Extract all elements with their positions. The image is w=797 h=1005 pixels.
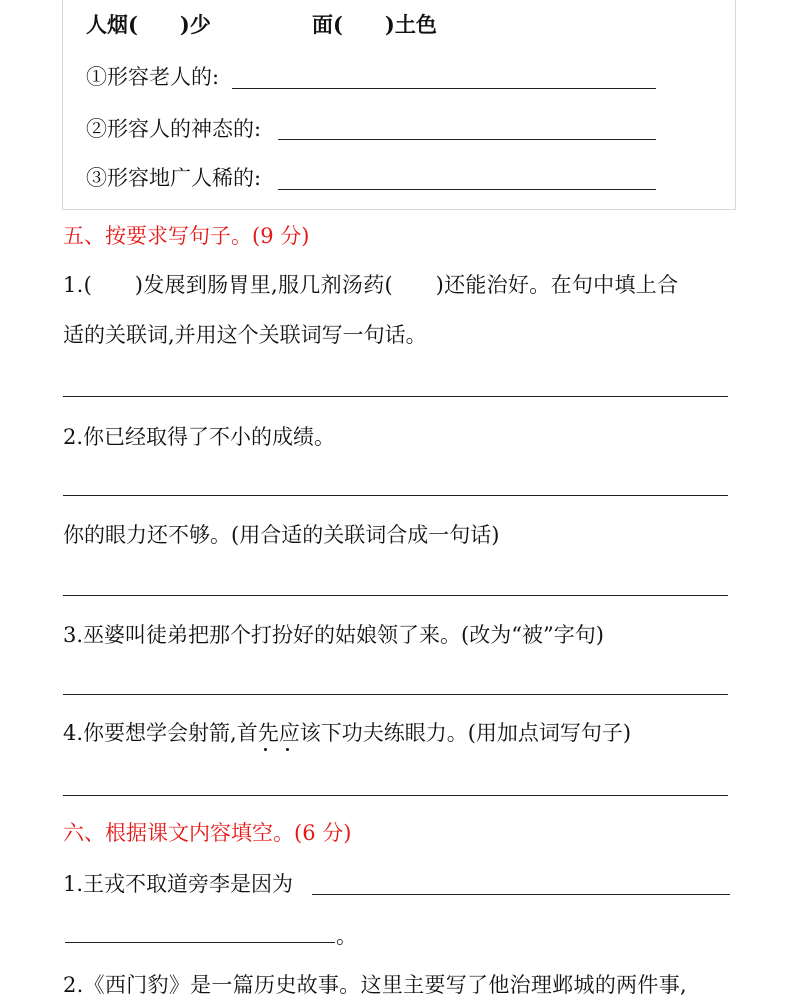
- s5-item2: 2.你已经取得了不小的成绩。: [63, 425, 336, 449]
- s6-item1: 1.王戎不取道旁李是因为: [63, 872, 294, 896]
- answer-blank-q1[interactable]: [232, 88, 656, 89]
- emphasis-dot: [264, 748, 267, 751]
- s5-item1-line1: 1.( )发展到肠胃里,服几剂汤药( )还能治好。在句中填上合: [63, 273, 679, 297]
- answer-blank-s6-item1b[interactable]: [65, 942, 335, 943]
- answer-line-s5-item2a[interactable]: [63, 495, 728, 496]
- idiom-mian: 面( )土色: [312, 12, 437, 37]
- answer-blank-s6-item1a[interactable]: [312, 894, 730, 895]
- idiom-question-1: ①形容老人的:: [86, 65, 220, 89]
- idiom-question-2: ②形容人的神态的:: [86, 117, 262, 141]
- s5-item4: 4.你要想学会射箭,首先应该下功夫练眼力。(用加点词写句子): [63, 721, 632, 745]
- s5-item1-line2: 适的关联词,并用这个关联词写一句话。: [63, 323, 427, 347]
- answer-line-s5-item2b[interactable]: [63, 595, 728, 596]
- answer-blank-q3[interactable]: [278, 189, 656, 190]
- answer-line-s5-item1[interactable]: [63, 396, 728, 397]
- s6-item1-period: 。: [336, 924, 357, 948]
- section-6-title: 六、根据课文内容填空。(6 分): [63, 821, 352, 845]
- s6-item2: 2.《西门豹》是一篇历史故事。这里主要写了他治理邺城的两件事,: [63, 973, 688, 997]
- s5-item3: 3.巫婆叫徒弟把那个打扮好的姑娘领了来。(改为“被”字句): [63, 623, 604, 647]
- idiom-renyan: 人烟( )少: [86, 12, 211, 37]
- answer-line-s5-item4[interactable]: [63, 795, 728, 796]
- section-5-title: 五、按要求写句子。(9 分): [63, 224, 310, 248]
- idiom-question-3: ③形容地广人稀的:: [86, 166, 262, 190]
- answer-blank-q2[interactable]: [278, 139, 656, 140]
- emphasis-dot: [286, 748, 289, 751]
- s5-item2b: 你的眼力还不够。(用合适的关联词合成一句话): [63, 523, 500, 547]
- answer-line-s5-item3[interactable]: [63, 694, 728, 695]
